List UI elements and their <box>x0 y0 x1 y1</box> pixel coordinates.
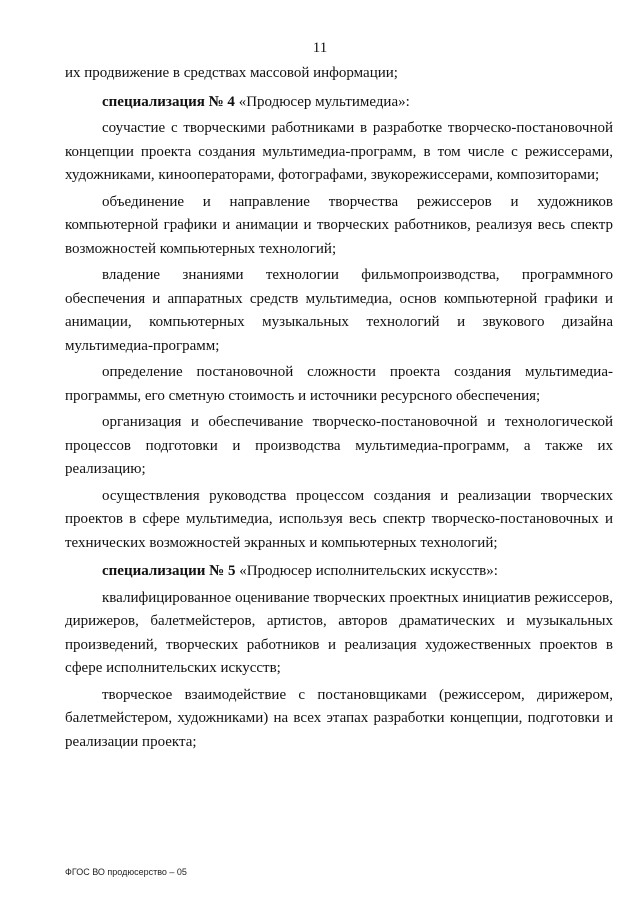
paragraph-organization: организация и обеспечивание творческо-постановочной и технологической процессов подготовки и производства мультимедиа-программ, а также их реализацию; <box>65 414 613 477</box>
specialization-4-heading <box>65 91 613 115</box>
specialization-4-number: специализация № 4 <box>102 93 235 110</box>
specialization-5-number: специализации № 5 <box>102 563 236 579</box>
paragraph-continuation: их продвижение в средствах массовой информации; <box>65 65 398 81</box>
paragraph-qualified-evaluation: квалифицированное оценивание творческих проектных инициатив режиссеров, дирижеров, балетмейстеров, артистов, авторов драматических и музыкальных произведений, творческих работников и реализация художественных проектов в сфере исполнительских искусств; <box>65 589 613 676</box>
specialization-5-title: «Продюсер исполнительских искусств»: <box>235 563 498 579</box>
paragraph-management: осуществления руководства процессом создания и реализации творческих проектов в сфере мультимедиа, используя весь спектр творческо-постановочных и технических возможностей экранных и компьютерных технологий; <box>65 487 613 551</box>
paragraph-unification: объединение и направление творчества режиссеров и художников компьютерной графики и анимации и творческих работников, реализуя весь спектр возможностей компьютерных технологий; <box>65 193 613 257</box>
page-number: 11 <box>312 40 328 56</box>
paragraph-creative-interaction: творческое взаимодействие с постановщиками (режиссером, дирижером, балетмейстером, художниками) на всех этапах разработки концепции, подготовки и реализации проекта; <box>65 686 613 750</box>
paragraph-co-participation: соучастие с творческими работниками в разработке творческо-постановочной концепции проекта создания мультимедиа-программ, в том числе с режиссерами, художниками, кинооператорами, фотографами, звукорежиссерами, композиторами; <box>65 120 613 183</box>
paragraph-definition: определение постановочной сложности проекта создания мультимедиа-программы, его сметную стоимость и источники ресурсного обеспечения; <box>65 364 613 404</box>
specialization-5-heading <box>65 560 613 584</box>
page-footer: ФГОС ВО продюсерство – 05 <box>65 867 187 877</box>
document-body <box>65 62 613 757</box>
specialization-4-title: «Продюсер мультимедиа»: <box>234 93 410 110</box>
paragraph-knowledge: владение знаниями технологии фильмопроизводства, программного обеспечения и аппаратных средств мультимедиа, основ компьютерной графики и анимации, компьютерных музыкальных технологий и звукового дизайна мультимедиа-программ; <box>65 267 613 354</box>
